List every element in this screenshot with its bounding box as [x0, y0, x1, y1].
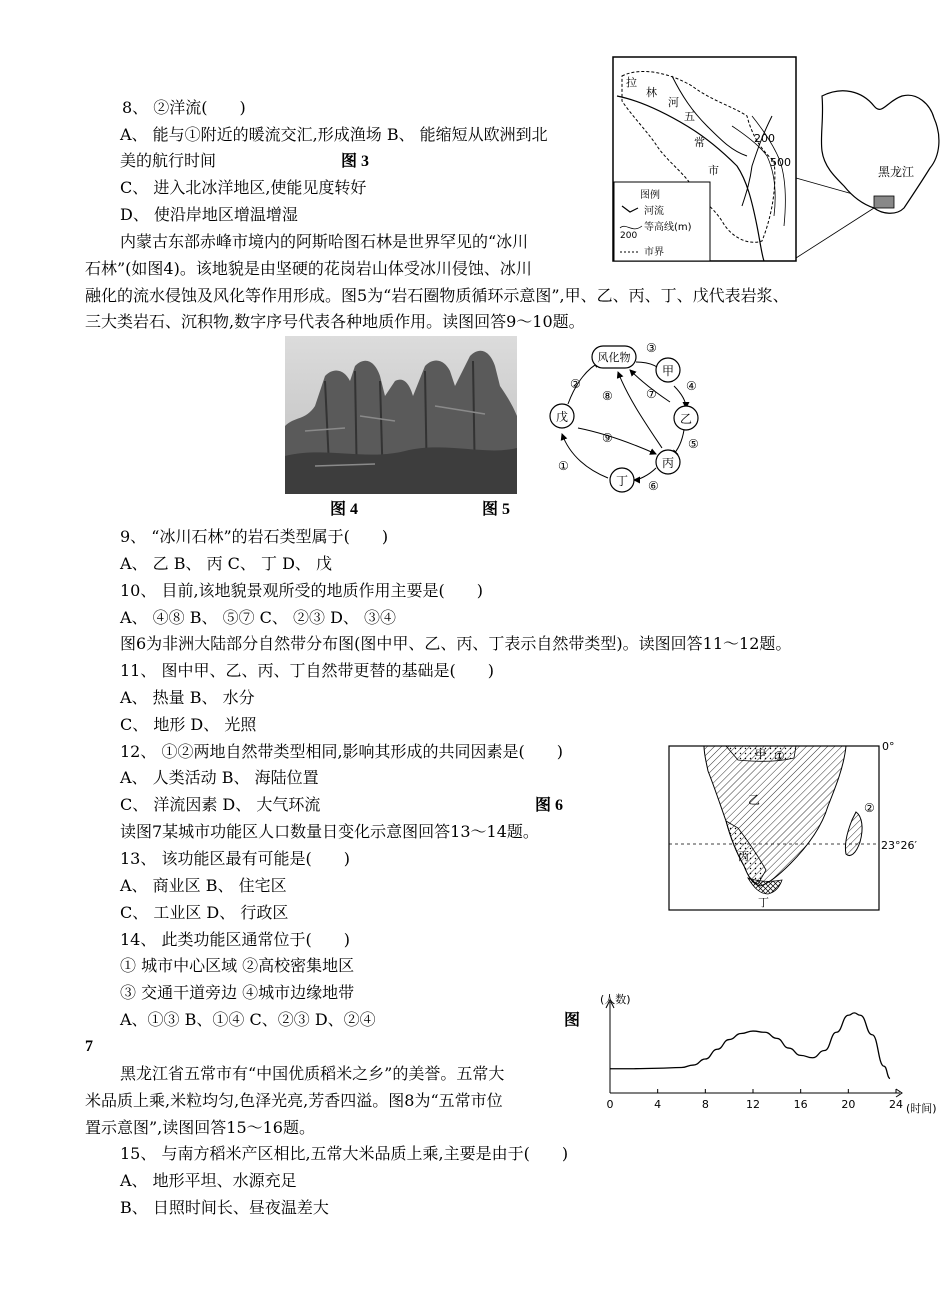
- legend-title: 图例: [640, 190, 660, 201]
- heilongjiang-outline: [821, 91, 939, 213]
- legend-contour: 等高线(m): [644, 222, 692, 233]
- chart-tick-label: 0: [606, 1098, 614, 1111]
- chart-ylabel: (人数): [600, 993, 631, 1006]
- legend-border: 市界: [644, 247, 664, 258]
- label-lat-tropic: 23°26′: [881, 839, 917, 852]
- intro-13-14: 读图7某城市功能区人口数量日变化示意图回答13～14题。: [120, 822, 539, 841]
- q13-stem: 13、 该功能区最有可能是( ): [120, 849, 350, 868]
- q10-options: A、 ④⑧ B、 ⑤⑦ C、 ②③ D、 ③④: [120, 608, 396, 627]
- label-lin: 林: [646, 86, 657, 99]
- fig3-map: [612, 56, 948, 264]
- node-ding: 丁: [615, 474, 629, 488]
- q15-stem: 15、 与南方稻米产区相比,五常大米品质上乘,主要是由于( ): [120, 1144, 569, 1163]
- wuchang-marker: [874, 196, 894, 208]
- q9-stem: 9、 “冰川石林”的岩石类型属于( ): [120, 527, 389, 546]
- fig6-africa-map: [668, 736, 928, 912]
- num-3: ③: [646, 341, 657, 355]
- chart-xlabel: (时间): [906, 1102, 937, 1115]
- q12-options-ab: A、 人类活动 B、 海陆位置: [120, 768, 319, 787]
- q8-option-b-cont: 美的航行时间: [120, 151, 217, 170]
- q13-options-cd: C、 工业区 D、 行政区: [120, 903, 289, 922]
- q11-options-ab: A、 热量 B、 水分: [120, 688, 255, 707]
- q14-opt12: ① 城市中心区域 ②高校密集地区: [120, 956, 355, 975]
- intro-9-10-l4: 三大类岩石、沉积物,数字序号代表各种地质作用。读图回答9～10题。: [85, 312, 585, 331]
- num-9: ⑨: [602, 431, 613, 445]
- num-5: ⑤: [688, 437, 699, 451]
- fig4-caption: 图 4: [330, 501, 359, 518]
- fig7-chart: [596, 988, 948, 1118]
- q12-stem: 12、 ①②两地自然带类型相同,影响其形成的共同因素是( ): [120, 742, 564, 761]
- q15-option-a: A、 地形平坦、水源充足: [120, 1171, 297, 1190]
- fig7-caption-a: 图: [564, 1012, 581, 1029]
- legend-contour-num: 200: [620, 231, 638, 241]
- fig6-caption: 图 6: [535, 797, 564, 814]
- q8-option-ab: A、 能与①附近的暖流交汇,形成渔场 B、 能缩短从欧洲到北: [120, 125, 548, 144]
- num-6: ⑥: [648, 479, 659, 493]
- chart-series-line: [610, 1013, 890, 1079]
- label-n2: ②: [864, 801, 875, 815]
- zone-yi: [704, 746, 846, 886]
- q14-options: A、①③ B、①④ C、②③ D、②④: [120, 1010, 376, 1029]
- chart-tick-label: 20: [841, 1098, 856, 1111]
- q9-options: A、 乙 B、 丙 C、 丁 D、 戊: [120, 554, 332, 573]
- q10-stem: 10、 目前,该地貌景观所受的地质作用主要是( ): [120, 581, 484, 600]
- node-wu: 戊: [555, 410, 569, 424]
- intro-15-16-l3: 置示意图”,读图回答15～16题。: [85, 1118, 315, 1137]
- node-jia: 甲: [661, 364, 675, 378]
- fig3-caption: 图 3: [341, 153, 370, 170]
- chart-tick-label: 12: [746, 1098, 760, 1111]
- q14-stem: 14、 此类功能区通常位于( ): [120, 930, 350, 949]
- intro-9-10-l2: 石林”(如图4)。该地貌是由坚硬的花岗岩山体受冰川侵蚀、冰川: [85, 259, 532, 278]
- label-he: 河: [668, 96, 679, 109]
- label-200: 200: [754, 132, 775, 145]
- chart-tick-label: 4: [654, 1098, 662, 1111]
- q8-stem: 8、 ②洋流( ): [122, 98, 246, 117]
- label-chang: 常: [694, 136, 705, 149]
- num-8: ⑧: [602, 389, 613, 403]
- river-branch-2: [742, 116, 772, 206]
- madagascar: [845, 812, 862, 856]
- intro-9-10-l1: 内蒙古东部赤峰市境内的阿斯哈图石林是世界罕见的“冰川: [120, 232, 529, 251]
- num-1: ①: [558, 459, 569, 473]
- label-jia: 甲: [755, 748, 766, 761]
- q15-option-b: B、 日照时间长、昼夜温差大: [120, 1198, 329, 1217]
- label-yi: 乙: [748, 793, 761, 807]
- q8-option-c: C、 进入北冰洋地区,使能见度转好: [120, 178, 367, 197]
- intro-15-16-l1: 黑龙江省五常市有“中国优质稻米之乡”的美誉。五常大: [120, 1064, 505, 1083]
- chart-tick-label: 24: [889, 1098, 903, 1111]
- fig7-caption-b: 7: [85, 1038, 93, 1055]
- fig5-rock-cycle: [538, 338, 718, 498]
- intro-15-16-l2: 米品质上乘,米粒均匀,色泽光亮,芳香四溢。图8为“五常市位: [85, 1091, 503, 1110]
- node-weathered: 风化物: [597, 351, 631, 364]
- label-500: 500: [770, 156, 791, 169]
- q8-option-d: D、 使沿岸地区增温增湿: [120, 205, 298, 224]
- label-bing: 丙: [738, 850, 749, 863]
- label-la: 拉: [626, 76, 637, 89]
- fig5-caption: 图 5: [482, 501, 511, 518]
- q12-options-cd: C、 洋流因素 D、 大气环流: [120, 795, 321, 814]
- node-yi: 乙: [679, 412, 693, 426]
- node-bing: 丙: [661, 456, 675, 470]
- num-2: ②: [570, 377, 581, 391]
- label-ding: 丁: [758, 896, 769, 909]
- chart-tick-label: 8: [701, 1098, 709, 1111]
- intro-9-10-l3: 融化的流水侵蚀及风化等作用形成。图5为“岩石圈物质循环示意图”,甲、乙、丙、丁、戊代表岩浆、: [85, 286, 789, 305]
- legend-river: 河流: [644, 206, 664, 217]
- intro-11-12: 图6为非洲大陆部分自然带分布图(图中甲、乙、丙、丁表示自然带类型)。读图回答11～12题。: [120, 634, 792, 653]
- q14-opt34: ③ 交通干道旁边 ④城市边缘地带: [120, 983, 355, 1002]
- num-7: ⑦: [646, 387, 657, 401]
- q13-options-ab: A、 商业区 B、 住宅区: [120, 876, 287, 895]
- fig4-photo: [285, 336, 517, 494]
- label-wu: 五: [684, 110, 695, 123]
- chart-tick-label: 16: [793, 1098, 808, 1111]
- q11-stem: 11、 图中甲、乙、丙、丁自然带更替的基础是( ): [120, 661, 494, 680]
- q11-options-cd: C、 地形 D、 光照: [120, 715, 257, 734]
- label-shi: 市: [708, 164, 719, 177]
- label-lat-0: 0°: [882, 740, 895, 753]
- label-n1: ①: [774, 749, 785, 763]
- num-4: ④: [686, 379, 697, 393]
- label-heilongjiang: 黑龙江: [878, 165, 915, 179]
